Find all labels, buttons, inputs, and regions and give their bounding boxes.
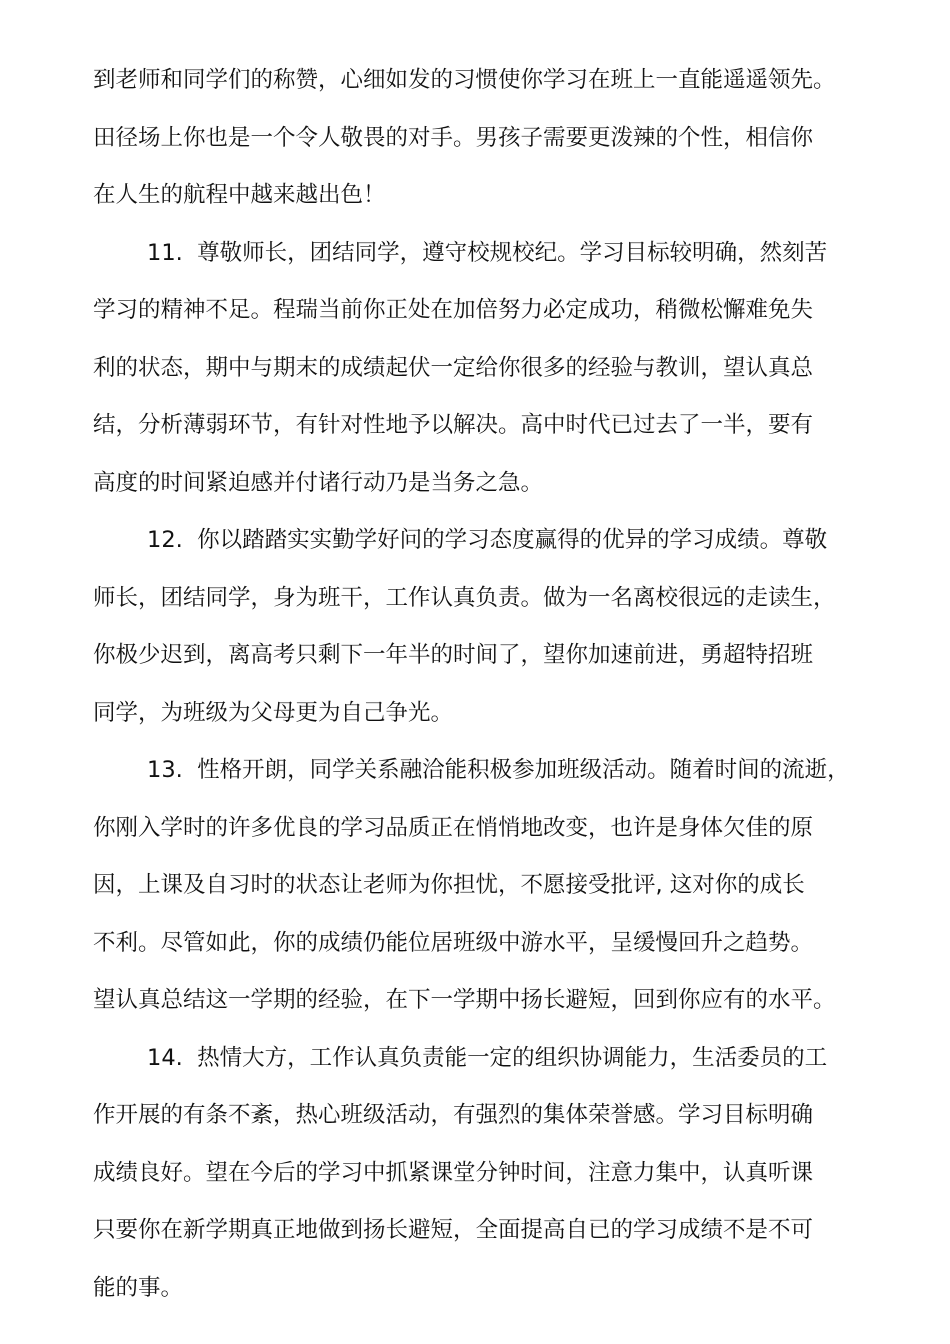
paragraph-12-start: 12. 你以踏踏实实勤学好问的学习态度赢得的优异的学习成绩。尊敬 <box>147 527 828 553</box>
text-line: 学习的精神不足。程瑞当前你正处在加倍努力必定成功，稍微松懈难免失 <box>93 297 814 323</box>
text-line: 你极少迟到，离高考只剩下一年半的时间了，望你加速前进，勇超特招班 <box>93 642 814 668</box>
text-line: 到老师和同学们的称赞，心细如发的习惯使你学习在班上一直能遥遥领先。 <box>93 67 836 93</box>
text-line: 师长，团结同学，身为班干，工作认真负责。做为一名离校很远的走读生， <box>93 584 836 611</box>
text-line: 利的状态，期中与期末的成绩起伏一定给你很多的经验与教训，望认真总 <box>93 354 814 381</box>
text-line: 在人生的航程中越来越出色！ <box>93 182 386 208</box>
text-line: 同学，为班级为父母更为自己争光。 <box>93 699 454 726</box>
document-body <box>93 52 873 1317</box>
text-line: 不利。尽管如此，你的成绩仍能位居班级中游水平，呈缓慢回升之趋势。 <box>93 929 814 956</box>
text-line: 因，上课及自习时的状态让老师为你担忧，不愿接受批评, 这对你的成长 <box>93 872 805 898</box>
text-line: 结，分析薄弱环节，有针对性地予以解决。高中时代已过去了一半，要有 <box>93 412 814 438</box>
paragraph-13-start: 13. 性格开朗，同学关系融洽能积极参加班级活动。随着时间的流逝， <box>147 757 850 783</box>
text-line: 只要你在新学期真正地做到扬长避短，全面提高自已的学习成绩不是不可 <box>93 1217 814 1243</box>
paragraph-11-start: 11. 尊敬师长，团结同学，遵守校规校纪。学习目标较明确，然刻苦 <box>147 239 828 266</box>
text-line: 作开展的有条不紊，热心班级活动，有强烈的集体荣誉感。学习目标明确 <box>93 1102 814 1128</box>
text-line: 能的事。 <box>93 1274 184 1301</box>
paragraph-14-start: 14. 热情大方，工作认真负责能一定的组织协调能力，生活委员的工 <box>147 1044 828 1071</box>
text-line: 望认真总结这一学期的经验，在下一学期中扬长避短，回到你应有的水平。 <box>93 987 836 1013</box>
text-line: 高度的时间紧迫感并付诸行动乃是当务之急。 <box>93 469 544 496</box>
text-line: 田径场上你也是一个令人敬畏的对手。男孩子需要更泼辣的个性，相信你 <box>93 124 814 151</box>
text-line: 成绩良好。望在今后的学习中抓紧课堂分钟时间，注意力集中，认真听课 <box>93 1159 814 1186</box>
text-line: 你刚入学时的许多优良的学习品质正在悄悄地改变，也许是身体欠佳的原 <box>93 814 814 841</box>
